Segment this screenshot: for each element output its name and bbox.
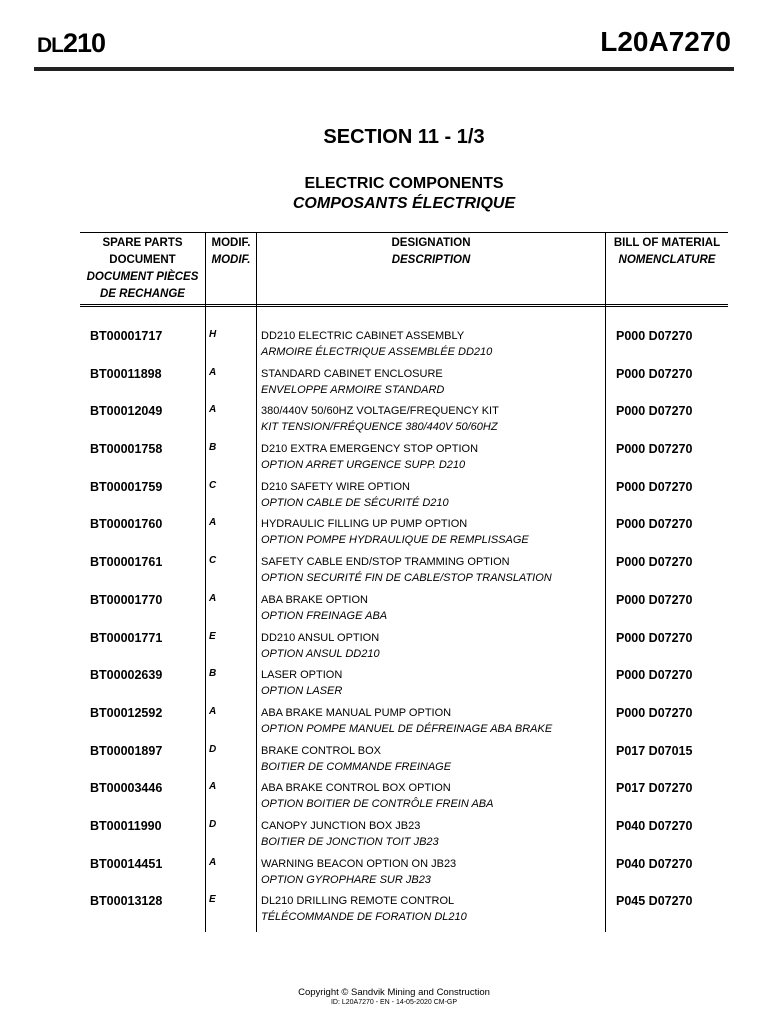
bill-of-material-cell: P000 D07270	[616, 705, 693, 720]
bill-of-material-cell: P045 D07270	[616, 894, 693, 909]
designation-fr: OPTION ANSUL DD210	[261, 647, 380, 660]
designation-cell	[261, 743, 451, 775]
document-number-cell: BT00001717	[90, 329, 163, 343]
bill-of-material-cell: P000 D07270	[616, 668, 693, 683]
document-number-cell: BT00012592	[90, 705, 163, 720]
header-text: MODIF.	[211, 237, 251, 249]
table-row	[80, 626, 728, 664]
bill-of-material-cell: P040 D07270	[616, 856, 693, 871]
logo-number: 210	[63, 28, 106, 58]
designation-en: SAFETY CABLE END/STOP TRAMMING OPTION	[261, 556, 510, 569]
document-number-cell: BT00001771	[90, 630, 163, 645]
modif-cell: A	[209, 404, 217, 416]
table-top-rule	[80, 232, 728, 233]
designation-en: ABA BRAKE CONTROL BOX OPTION	[261, 782, 451, 795]
bill-of-material-cell: P000 D07270	[616, 517, 693, 532]
header-text: DESCRIPTION	[391, 254, 471, 266]
header-text: NOMENCLATURE	[618, 254, 716, 266]
designation-en: DL210 DRILLING REMOTE CONTROL	[261, 895, 455, 908]
designation-cell	[261, 554, 552, 586]
designation-fr: TÉLÉCOMMANDE DE FORATION DL210	[261, 911, 467, 924]
table-row	[80, 701, 728, 739]
table-row	[80, 550, 728, 588]
document-number-cell: BT00002639	[90, 668, 163, 683]
modif-cell: H	[209, 329, 217, 340]
document-number: L20A7270	[600, 26, 731, 57]
header-text: SPARE PARTS	[102, 237, 183, 249]
table-row	[80, 324, 728, 362]
designation-en: BRAKE CONTROL BOX	[261, 744, 382, 757]
bill-of-material-cell: P000 D07270	[616, 329, 693, 343]
modif-cell: A	[209, 517, 217, 529]
modif-cell: A	[209, 781, 217, 793]
header-divider	[34, 67, 734, 71]
page-footer	[20, 987, 768, 1006]
document-number-cell: BT00001758	[90, 442, 163, 457]
modif-cell: D	[209, 743, 217, 755]
table-row	[80, 852, 728, 890]
designation-en: DD210 ELECTRIC CABINET ASSEMBLY	[261, 330, 465, 342]
table-row	[80, 776, 728, 814]
designation-cell	[261, 893, 467, 925]
bill-of-material-cell: P000 D07270	[616, 630, 693, 645]
table-row	[80, 889, 728, 927]
header-modif	[206, 235, 256, 269]
designation-fr: BOITIER DE JONCTION TOIT JB23	[261, 835, 439, 848]
designation-fr: KIT TENSION/FRÉQUENCE 380/440V 50/60HZ	[261, 421, 498, 434]
section-subtitle-fr: COMPOSANTS ÉLECTRIQUE	[292, 195, 516, 212]
modif-cell: A	[209, 592, 217, 604]
document-number-cell: BT00001759	[90, 479, 163, 494]
designation-cell	[261, 403, 499, 435]
designation-fr: OPTION GYROPHARE SUR JB23	[261, 873, 431, 886]
copyright-text: Copyright © Sandvik Mining and Construction	[298, 987, 490, 998]
modif-cell: C	[209, 479, 217, 491]
designation-cell	[261, 630, 380, 662]
table-row	[80, 814, 728, 852]
title-block	[0, 126, 768, 213]
document-id: ID: L20A7270 - EN - 14-05-2020 CM-GP	[330, 999, 458, 1006]
designation-fr: BOITIER DE COMMANDE FREINAGE	[261, 760, 452, 773]
designation-cell	[261, 441, 478, 473]
modif-cell: A	[209, 705, 217, 717]
header-text: DOCUMENT	[109, 254, 176, 266]
designation-fr: OPTION ARRET URGENCE SUPP. D210	[261, 459, 466, 472]
designation-cell	[261, 479, 449, 511]
table-row	[80, 437, 728, 475]
bill-of-material-cell: P017 D07270	[616, 781, 693, 796]
table-row	[80, 399, 728, 437]
bill-of-material-cell: P000 D07270	[616, 366, 693, 381]
product-logo	[37, 28, 105, 59]
table-row	[80, 362, 728, 400]
parts-table	[80, 232, 728, 932]
bill-of-material-cell: P000 D07270	[616, 442, 693, 457]
modif-cell: A	[209, 366, 217, 378]
section-title: SECTION 11 - 1/3	[323, 126, 485, 148]
table-row	[80, 663, 728, 701]
bill-of-material-cell: P000 D07270	[616, 592, 693, 607]
header-text: DESIGNATION	[391, 237, 471, 249]
table-row	[80, 512, 728, 550]
designation-en: D210 EXTRA EMERGENCY STOP OPTION	[261, 443, 479, 456]
header-text: DE RECHANGE	[100, 288, 185, 300]
designation-cell	[261, 856, 456, 888]
designation-fr: OPTION FREINAGE ABA	[261, 609, 388, 622]
bill-of-material-cell: P040 D07270	[616, 818, 693, 833]
logo-prefix: DL	[37, 34, 63, 57]
designation-cell	[261, 366, 444, 398]
table-row	[80, 588, 728, 626]
designation-fr: OPTION CABLE DE SÉCURITÉ D210	[261, 496, 449, 509]
modif-cell: A	[209, 856, 217, 868]
modif-cell: B	[209, 442, 217, 454]
designation-en: CANOPY JUNCTION BOX JB23	[261, 819, 421, 832]
document-number-cell: BT00014451	[90, 856, 163, 871]
designation-cell	[261, 592, 387, 624]
designation-fr: OPTION POMPE MANUEL DE DÉFREINAGE ABA BRAKE	[261, 722, 553, 735]
bill-of-material-cell: P000 D07270	[616, 404, 693, 419]
header-bill-of-material	[606, 235, 728, 269]
designation-fr: OPTION BOITIER DE CONTRÔLE FREIN ABA	[261, 798, 494, 811]
document-number-cell: BT00001760	[90, 517, 163, 532]
designation-cell	[261, 516, 529, 548]
designation-cell	[261, 667, 342, 699]
modif-cell: B	[209, 668, 217, 680]
designation-cell	[261, 780, 493, 812]
designation-en: LASER OPTION	[261, 669, 343, 682]
bill-of-material-cell: P000 D07270	[616, 479, 693, 494]
table-row	[80, 739, 728, 777]
designation-en: ABA BRAKE OPTION	[261, 593, 368, 606]
table-header-rule	[80, 304, 728, 307]
document-number-cell: BT00003446	[90, 781, 163, 796]
header-designation	[257, 235, 605, 269]
bill-of-material-cell: P017 D07015	[616, 743, 693, 758]
document-number-cell: BT00013128	[90, 894, 163, 909]
designation-fr: OPTION POMPE HYDRAULIQUE DE REMPLISSAGE	[261, 534, 529, 547]
designation-en: WARNING BEACON OPTION ON JB23	[261, 857, 457, 870]
document-number-cell: BT00012049	[90, 404, 163, 419]
header-text: BILL OF MATERIAL	[613, 237, 721, 249]
modif-cell: E	[209, 894, 216, 906]
document-number-cell: BT00011990	[90, 818, 162, 833]
header-text: MODIF.	[211, 254, 251, 266]
designation-fr: ENVELOPPE ARMOIRE STANDARD	[261, 383, 445, 396]
modif-cell: D	[209, 818, 217, 830]
section-subtitle-en: ELECTRIC COMPONENTS	[304, 175, 504, 192]
designation-en: D210 SAFETY WIRE OPTION	[261, 480, 410, 493]
document-number-cell: BT00001761	[90, 555, 163, 570]
bill-of-material-cell: P000 D07270	[616, 555, 693, 570]
document-number-cell: BT00001770	[90, 592, 163, 607]
designation-fr: OPTION SECURITÉ FIN DE CABLE/STOP TRANSLATION	[261, 572, 552, 585]
designation-fr: ARMOIRE ÉLECTRIQUE ASSEMBLÉE DD210	[261, 346, 493, 358]
document-number-cell: BT00011898	[90, 366, 162, 381]
document-number-cell: BT00001897	[90, 743, 163, 758]
modif-cell: C	[209, 555, 217, 567]
designation-cell	[261, 328, 492, 360]
table-row	[80, 475, 728, 513]
page-header	[37, 22, 731, 68]
designation-en: 380/440V 50/60HZ VOLTAGE/FREQUENCY KIT	[261, 405, 499, 418]
modif-cell: E	[209, 630, 216, 642]
designation-cell	[261, 705, 552, 737]
designation-en: HYDRAULIC FILLING UP PUMP OPTION	[261, 518, 468, 531]
designation-cell	[261, 818, 439, 850]
designation-en: DD210 ANSUL OPTION	[261, 631, 380, 644]
table-body	[80, 324, 728, 927]
header-spare-parts-document	[80, 235, 205, 303]
designation-en: ABA BRAKE MANUAL PUMP OPTION	[261, 706, 452, 719]
designation-fr: OPTION LASER	[261, 685, 343, 698]
header-text: DOCUMENT PIÈCES	[86, 271, 199, 283]
designation-en: STANDARD CABINET ENCLOSURE	[261, 367, 443, 380]
